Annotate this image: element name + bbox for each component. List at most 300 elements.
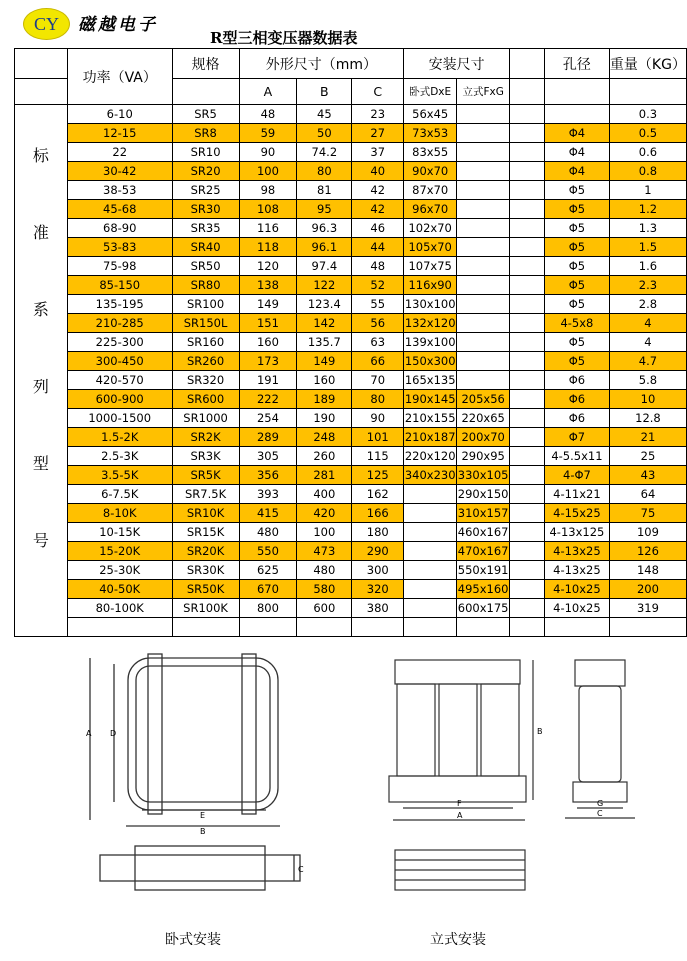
cell-weight: 200 bbox=[609, 580, 686, 599]
cell-power: 68-90 bbox=[67, 219, 172, 238]
cell-hole: 4-13x25 bbox=[544, 561, 609, 580]
table-row bbox=[15, 333, 687, 352]
cell-vertical: 460x167 bbox=[457, 523, 510, 542]
cell-power: 38-53 bbox=[67, 181, 172, 200]
brand-name: 磁越电子 bbox=[78, 15, 158, 35]
table-row bbox=[15, 409, 687, 428]
cell-power: 85-150 bbox=[67, 276, 172, 295]
coil-3 bbox=[481, 684, 519, 776]
cell-c: 42 bbox=[352, 200, 404, 219]
cell-a: 800 bbox=[239, 599, 297, 618]
cell-power: 10-15K bbox=[67, 523, 172, 542]
coil-2 bbox=[439, 684, 477, 776]
cell-blank bbox=[510, 238, 545, 257]
cell-model: SR50 bbox=[172, 257, 239, 276]
cell-c: 290 bbox=[352, 542, 404, 561]
cell-b: 281 bbox=[297, 466, 352, 485]
cell-b: 96.3 bbox=[297, 219, 352, 238]
cell-a: 98 bbox=[239, 181, 297, 200]
header-blank-5 bbox=[510, 79, 545, 105]
cell-b: 81 bbox=[297, 181, 352, 200]
cell-hole: 4-10x25 bbox=[544, 580, 609, 599]
cell-c: 66 bbox=[352, 352, 404, 371]
table-row bbox=[15, 523, 687, 542]
cell-model: SR600 bbox=[172, 390, 239, 409]
cell-vertical: 290x95 bbox=[457, 447, 510, 466]
series-label-char: 列 bbox=[32, 377, 49, 396]
cell-hole: Φ5 bbox=[544, 352, 609, 371]
cell-hole: Φ5 bbox=[544, 276, 609, 295]
cell-hole: 4-5.5x11 bbox=[544, 447, 609, 466]
brand-logo: CY bbox=[23, 8, 70, 40]
cell-empty bbox=[404, 618, 457, 637]
cell-c: 80 bbox=[352, 390, 404, 409]
cell-weight: 75 bbox=[609, 504, 686, 523]
dim-g: G bbox=[597, 799, 604, 808]
cell-hole: 4-5x8 bbox=[544, 314, 609, 333]
cell-blank bbox=[510, 352, 545, 371]
vertical-mount-diagram bbox=[385, 650, 645, 910]
cell-horizontal: 105x70 bbox=[404, 238, 457, 257]
cell-c: 125 bbox=[352, 466, 404, 485]
cell-b: 80 bbox=[297, 162, 352, 181]
cell-horizontal: 116x90 bbox=[404, 276, 457, 295]
cell-model: SR7.5K bbox=[172, 485, 239, 504]
cell-weight: 12.8 bbox=[609, 409, 686, 428]
cell-b: 260 bbox=[297, 447, 352, 466]
cell-weight: 1 bbox=[609, 181, 686, 200]
cell-hole: 4-11x21 bbox=[544, 485, 609, 504]
cell-horizontal bbox=[404, 561, 457, 580]
cell-model: SR15K bbox=[172, 523, 239, 542]
cell-hole: 4-15x25 bbox=[544, 504, 609, 523]
cell-model: SR2K bbox=[172, 428, 239, 447]
cell-hole: Φ5 bbox=[544, 257, 609, 276]
cell-hole: Φ5 bbox=[544, 181, 609, 200]
cell-a: 191 bbox=[239, 371, 297, 390]
header-row-1 bbox=[15, 49, 687, 79]
cell-hole: Φ6 bbox=[544, 409, 609, 428]
cell-empty bbox=[172, 618, 239, 637]
cell-empty bbox=[239, 618, 297, 637]
cell-c: 56 bbox=[352, 314, 404, 333]
cell-weight: 0.3 bbox=[609, 105, 686, 124]
cell-blank bbox=[510, 295, 545, 314]
cell-c: 23 bbox=[352, 105, 404, 124]
cell-b: 149 bbox=[297, 352, 352, 371]
cell-weight: 10 bbox=[609, 390, 686, 409]
cell-b: 473 bbox=[297, 542, 352, 561]
cell-b: 135.7 bbox=[297, 333, 352, 352]
end-view-top bbox=[575, 660, 625, 686]
cell-weight: 25 bbox=[609, 447, 686, 466]
cell-a: 480 bbox=[239, 523, 297, 542]
cell-power: 15-20K bbox=[67, 542, 172, 561]
cell-blank bbox=[510, 371, 545, 390]
cell-b: 45 bbox=[297, 105, 352, 124]
cell-weight: 319 bbox=[609, 599, 686, 618]
cell-vertical: 310x157 bbox=[457, 504, 510, 523]
cell-weight: 2.8 bbox=[609, 295, 686, 314]
table-row bbox=[15, 580, 687, 599]
cell-model: SR100 bbox=[172, 295, 239, 314]
cell-vertical bbox=[457, 352, 510, 371]
cell-horizontal bbox=[404, 542, 457, 561]
cell-power: 45-68 bbox=[67, 200, 172, 219]
dim-b: B bbox=[200, 827, 206, 836]
cell-horizontal: 139x100 bbox=[404, 333, 457, 352]
cell-b: 96.1 bbox=[297, 238, 352, 257]
cell-vertical: 600x175 bbox=[457, 599, 510, 618]
cell-b: 190 bbox=[297, 409, 352, 428]
cell-power: 420-570 bbox=[67, 371, 172, 390]
cell-b: 100 bbox=[297, 523, 352, 542]
cell-c: 52 bbox=[352, 276, 404, 295]
dim-c: C bbox=[298, 865, 304, 874]
cell-blank bbox=[510, 561, 545, 580]
cell-hole bbox=[544, 105, 609, 124]
cell-b: 74.2 bbox=[297, 143, 352, 162]
cell-model: SR100K bbox=[172, 599, 239, 618]
cell-power: 8-10K bbox=[67, 504, 172, 523]
table-row bbox=[15, 219, 687, 238]
header-outer-size: 外形尺寸（mm） bbox=[239, 49, 404, 79]
cell-horizontal bbox=[404, 485, 457, 504]
cell-horizontal: 90x70 bbox=[404, 162, 457, 181]
cell-power: 600-900 bbox=[67, 390, 172, 409]
cell-horizontal: 165x135 bbox=[404, 371, 457, 390]
cell-vertical: 550x191 bbox=[457, 561, 510, 580]
cell-power: 75-98 bbox=[67, 257, 172, 276]
cell-hole: Φ6 bbox=[544, 390, 609, 409]
cell-c: 44 bbox=[352, 238, 404, 257]
cell-vertical bbox=[457, 124, 510, 143]
table-row bbox=[15, 599, 687, 618]
table-body bbox=[15, 105, 687, 637]
cell-weight: 64 bbox=[609, 485, 686, 504]
cell-vertical bbox=[457, 143, 510, 162]
cell-model: SR150L bbox=[172, 314, 239, 333]
cell-c: 27 bbox=[352, 124, 404, 143]
cell-c: 320 bbox=[352, 580, 404, 599]
cell-weight: 1.3 bbox=[609, 219, 686, 238]
cell-weight: 21 bbox=[609, 428, 686, 447]
cell-horizontal: 220x120 bbox=[404, 447, 457, 466]
header-blank-4 bbox=[172, 79, 239, 105]
table-row bbox=[15, 162, 687, 181]
side-view-clamp bbox=[135, 846, 265, 890]
cell-horizontal: 107x75 bbox=[404, 257, 457, 276]
cell-weight: 0.8 bbox=[609, 162, 686, 181]
cell-blank bbox=[510, 485, 545, 504]
cell-weight: 4 bbox=[609, 314, 686, 333]
table-row bbox=[15, 200, 687, 219]
cell-power: 12-15 bbox=[67, 124, 172, 143]
cell-c: 90 bbox=[352, 409, 404, 428]
cell-vertical: 200x70 bbox=[457, 428, 510, 447]
header-horizontal: 卧式DxE bbox=[404, 79, 457, 105]
header-blank-6 bbox=[544, 79, 609, 105]
cell-model: SR20 bbox=[172, 162, 239, 181]
cell-horizontal: 73x53 bbox=[404, 124, 457, 143]
cell-blank bbox=[510, 504, 545, 523]
cell-b: 50 bbox=[297, 124, 352, 143]
cell-hole: Φ4 bbox=[544, 162, 609, 181]
table-row-empty bbox=[15, 618, 687, 637]
spec-table bbox=[14, 48, 687, 637]
cell-c: 42 bbox=[352, 181, 404, 200]
cell-c: 101 bbox=[352, 428, 404, 447]
cell-blank bbox=[510, 333, 545, 352]
cell-horizontal: 190x145 bbox=[404, 390, 457, 409]
cell-blank bbox=[510, 143, 545, 162]
cell-b: 97.4 bbox=[297, 257, 352, 276]
cell-a: 118 bbox=[239, 238, 297, 257]
header-blank-3 bbox=[15, 79, 68, 105]
cell-horizontal bbox=[404, 523, 457, 542]
cell-horizontal bbox=[404, 580, 457, 599]
table-row bbox=[15, 314, 687, 333]
cell-blank bbox=[510, 542, 545, 561]
cell-a: 625 bbox=[239, 561, 297, 580]
cell-vertical: 220x65 bbox=[457, 409, 510, 428]
cell-blank bbox=[510, 599, 545, 618]
cell-hole: Φ5 bbox=[544, 333, 609, 352]
header-blank-2 bbox=[510, 49, 545, 79]
cell-c: 48 bbox=[352, 257, 404, 276]
cell-model: SR5K bbox=[172, 466, 239, 485]
cell-blank bbox=[510, 124, 545, 143]
cell-vertical bbox=[457, 238, 510, 257]
cell-b: 95 bbox=[297, 200, 352, 219]
end-view-coil bbox=[579, 686, 621, 782]
cell-empty bbox=[457, 618, 510, 637]
header-blank-7 bbox=[609, 79, 686, 105]
table-row bbox=[15, 143, 687, 162]
cell-vertical: 205x56 bbox=[457, 390, 510, 409]
cell-a: 116 bbox=[239, 219, 297, 238]
core-inner bbox=[136, 666, 270, 802]
cell-hole: Φ5 bbox=[544, 238, 609, 257]
coil-1 bbox=[397, 684, 435, 776]
cell-model: SR260 bbox=[172, 352, 239, 371]
cell-a: 305 bbox=[239, 447, 297, 466]
cell-c: 70 bbox=[352, 371, 404, 390]
cell-power: 40-50K bbox=[67, 580, 172, 599]
cell-blank bbox=[510, 200, 545, 219]
cell-power: 225-300 bbox=[67, 333, 172, 352]
cell-hole: Φ5 bbox=[544, 219, 609, 238]
cell-a: 173 bbox=[239, 352, 297, 371]
cell-c: 46 bbox=[352, 219, 404, 238]
cell-a: 48 bbox=[239, 105, 297, 124]
cell-a: 90 bbox=[239, 143, 297, 162]
header-a: A bbox=[239, 79, 297, 105]
cell-power: 80-100K bbox=[67, 599, 172, 618]
table-row bbox=[15, 295, 687, 314]
cell-weight: 1.5 bbox=[609, 238, 686, 257]
caption-horizontal: 卧式安装 bbox=[165, 932, 221, 948]
cell-hole: Φ5 bbox=[544, 200, 609, 219]
cell-model: SR160 bbox=[172, 333, 239, 352]
cell-model: SR1000 bbox=[172, 409, 239, 428]
cell-horizontal: 340x230 bbox=[404, 466, 457, 485]
cell-blank bbox=[510, 447, 545, 466]
cell-a: 415 bbox=[239, 504, 297, 523]
cell-blank bbox=[510, 580, 545, 599]
cell-weight: 0.6 bbox=[609, 143, 686, 162]
cell-horizontal: 87x70 bbox=[404, 181, 457, 200]
series-label-char: 准 bbox=[32, 223, 49, 242]
cell-blank bbox=[510, 219, 545, 238]
cell-b: 189 bbox=[297, 390, 352, 409]
cell-blank bbox=[510, 390, 545, 409]
cell-model: SR80 bbox=[172, 276, 239, 295]
bracket-left bbox=[148, 654, 162, 814]
cell-b: 600 bbox=[297, 599, 352, 618]
header-hole: 孔径 bbox=[544, 49, 609, 79]
table-row bbox=[15, 561, 687, 580]
dim-d: D bbox=[110, 729, 117, 738]
cell-model: SR25 bbox=[172, 181, 239, 200]
cell-hole: Φ4 bbox=[544, 143, 609, 162]
header-mount-size: 安装尺寸 bbox=[404, 49, 510, 79]
cell-horizontal bbox=[404, 599, 457, 618]
cell-vertical bbox=[457, 200, 510, 219]
cell-b: 160 bbox=[297, 371, 352, 390]
cell-power: 1000-1500 bbox=[67, 409, 172, 428]
cell-vertical bbox=[457, 295, 510, 314]
series-label-char: 标 bbox=[32, 146, 49, 165]
cell-blank bbox=[510, 105, 545, 124]
cell-b: 122 bbox=[297, 276, 352, 295]
cell-blank bbox=[510, 162, 545, 181]
cell-blank bbox=[510, 466, 545, 485]
cell-vertical bbox=[457, 333, 510, 352]
cell-b: 142 bbox=[297, 314, 352, 333]
table-row bbox=[15, 181, 687, 200]
cell-horizontal: 132x120 bbox=[404, 314, 457, 333]
cell-model: SR10K bbox=[172, 504, 239, 523]
cell-vertical bbox=[457, 162, 510, 181]
cell-horizontal bbox=[404, 504, 457, 523]
cell-power: 53-83 bbox=[67, 238, 172, 257]
cell-a: 151 bbox=[239, 314, 297, 333]
cell-horizontal: 210x187 bbox=[404, 428, 457, 447]
cell-horizontal: 102x70 bbox=[404, 219, 457, 238]
table-row bbox=[15, 257, 687, 276]
table-row bbox=[15, 238, 687, 257]
cell-blank bbox=[510, 428, 545, 447]
cell-horizontal: 210x155 bbox=[404, 409, 457, 428]
cell-horizontal: 150x300 bbox=[404, 352, 457, 371]
cell-hole: Φ5 bbox=[544, 295, 609, 314]
cell-c: 40 bbox=[352, 162, 404, 181]
cell-blank bbox=[510, 181, 545, 200]
cell-hole: 4-13x25 bbox=[544, 542, 609, 561]
cell-c: 380 bbox=[352, 599, 404, 618]
cell-vertical: 495x160 bbox=[457, 580, 510, 599]
header-vertical: 立式FxG bbox=[457, 79, 510, 105]
cell-a: 289 bbox=[239, 428, 297, 447]
series-label bbox=[15, 105, 68, 637]
cell-empty bbox=[510, 618, 545, 637]
cell-power: 1.5-2K bbox=[67, 428, 172, 447]
table-row bbox=[15, 542, 687, 561]
cell-model: SR5 bbox=[172, 105, 239, 124]
bracket-right bbox=[242, 654, 256, 814]
cell-a: 356 bbox=[239, 466, 297, 485]
cell-power: 6-10 bbox=[67, 105, 172, 124]
cell-empty bbox=[609, 618, 686, 637]
cell-model: SR3K bbox=[172, 447, 239, 466]
table-row bbox=[15, 352, 687, 371]
cell-blank bbox=[510, 257, 545, 276]
side-view-body bbox=[100, 855, 300, 881]
cell-hole: 4-10x25 bbox=[544, 599, 609, 618]
header-model: 规格 bbox=[172, 49, 239, 79]
cell-a: 138 bbox=[239, 276, 297, 295]
cell-horizontal: 83x55 bbox=[404, 143, 457, 162]
cell-weight: 109 bbox=[609, 523, 686, 542]
cell-empty bbox=[67, 618, 172, 637]
cell-vertical: 290x150 bbox=[457, 485, 510, 504]
cell-power: 22 bbox=[67, 143, 172, 162]
cell-blank bbox=[510, 314, 545, 333]
header-weight: 重量（KG） bbox=[609, 49, 686, 79]
cell-weight: 0.5 bbox=[609, 124, 686, 143]
series-label-char: 型 bbox=[32, 454, 49, 473]
cell-weight: 5.8 bbox=[609, 371, 686, 390]
cell-a: 222 bbox=[239, 390, 297, 409]
header-c: C bbox=[352, 79, 404, 105]
dim-a-vertical: A bbox=[457, 811, 463, 820]
table-row bbox=[15, 276, 687, 295]
cell-blank bbox=[510, 523, 545, 542]
cell-c: 180 bbox=[352, 523, 404, 542]
cell-power: 210-285 bbox=[67, 314, 172, 333]
table-row bbox=[15, 390, 687, 409]
cell-a: 160 bbox=[239, 333, 297, 352]
cell-blank bbox=[510, 409, 545, 428]
cell-horizontal: 96x70 bbox=[404, 200, 457, 219]
cell-model: SR50K bbox=[172, 580, 239, 599]
dim-b-vertical: B bbox=[537, 727, 543, 736]
cell-c: 166 bbox=[352, 504, 404, 523]
table-row bbox=[15, 428, 687, 447]
dim-c-vertical: C bbox=[597, 809, 603, 818]
cell-model: SR40 bbox=[172, 238, 239, 257]
horizontal-mount-diagram bbox=[80, 650, 310, 900]
dim-a: A bbox=[86, 729, 92, 738]
cell-a: 120 bbox=[239, 257, 297, 276]
cell-weight: 4 bbox=[609, 333, 686, 352]
cell-model: SR30K bbox=[172, 561, 239, 580]
cell-weight: 43 bbox=[609, 466, 686, 485]
table-row bbox=[15, 504, 687, 523]
cell-a: 670 bbox=[239, 580, 297, 599]
cell-power: 30-42 bbox=[67, 162, 172, 181]
cell-weight: 2.3 bbox=[609, 276, 686, 295]
dim-e: E bbox=[200, 811, 206, 820]
cell-power: 25-30K bbox=[67, 561, 172, 580]
cell-weight: 126 bbox=[609, 542, 686, 561]
table-row bbox=[15, 485, 687, 504]
cell-c: 115 bbox=[352, 447, 404, 466]
cell-vertical bbox=[457, 257, 510, 276]
cell-b: 420 bbox=[297, 504, 352, 523]
cell-c: 55 bbox=[352, 295, 404, 314]
